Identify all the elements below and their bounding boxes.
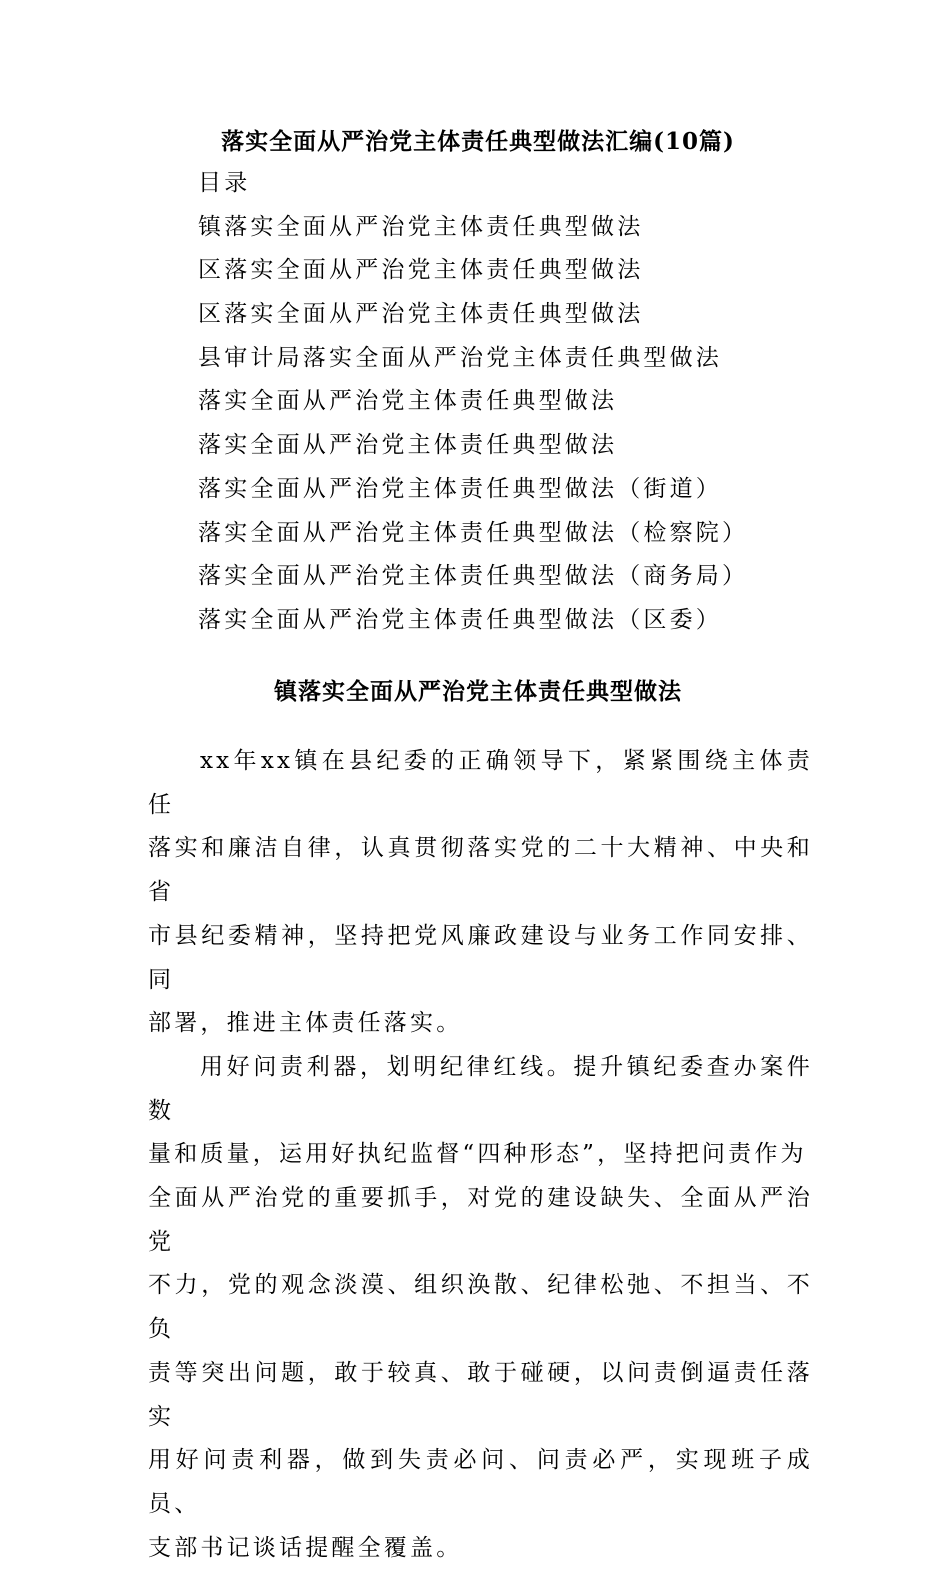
- section-body: [148, 740, 813, 1570]
- toc-item: 落实全面从严治党主体责任典型做法（商务局）: [198, 563, 749, 590]
- table-of-contents: [198, 162, 748, 643]
- body-paragraph: xx年xx镇在县纪委的正确领导下，紧紧围绕主体责任 落实和廉洁自律，认真贯彻落实党的二十大精神、中央和省 市县纪委精神，坚持把党风廉政建设与业务工作同安排、同 部署，推进主体责任落实。: [148, 748, 813, 1037]
- document-title: 落实全面从严治党主体责任典型做法汇编(10篇): [221, 128, 735, 155]
- toc-heading: 目录: [198, 170, 251, 196]
- toc-item: 区落实全面从严治党主体责任典型做法: [198, 301, 644, 328]
- toc-item: 落实全面从严治党主体责任典型做法（检察院）: [198, 519, 749, 546]
- toc-item: 落实全面从严治党主体责任典型做法: [198, 432, 618, 459]
- toc-item: 县审计局落实全面从严治党主体责任典型做法: [198, 344, 722, 371]
- section-title: 镇落实全面从严治党主体责任典型做法: [274, 678, 682, 705]
- toc-item: 镇落实全面从严治党主体责任典型做法: [198, 213, 644, 240]
- toc-item: 落实全面从严治党主体责任典型做法（街道）: [198, 475, 722, 502]
- toc-item: 落实全面从严治党主体责任典型做法（区委）: [198, 606, 722, 633]
- body-paragraph: 用好问责利器，划明纪律红线。提升镇纪委查办案件数 量和质量，运用好执纪监督“四种形态”，坚持把问责作为 全面从严治党的重要抓手，对党的建设缺失、全面从严治党 不力，党的观念淡漠、组织涣散、纪律松弛、不担当、不负 责等突出问题，敢于较真、敢于碰硬，以问责倒逼责任落实 用好问责利器，做到失责必问、问责必严，实现班子成员、 支部书记谈话提醒全覆盖。: [148, 1053, 813, 1561]
- toc-item: 区落实全面从严治党主体责任典型做法: [198, 257, 644, 284]
- toc-item: 落实全面从严治党主体责任典型做法: [198, 388, 618, 415]
